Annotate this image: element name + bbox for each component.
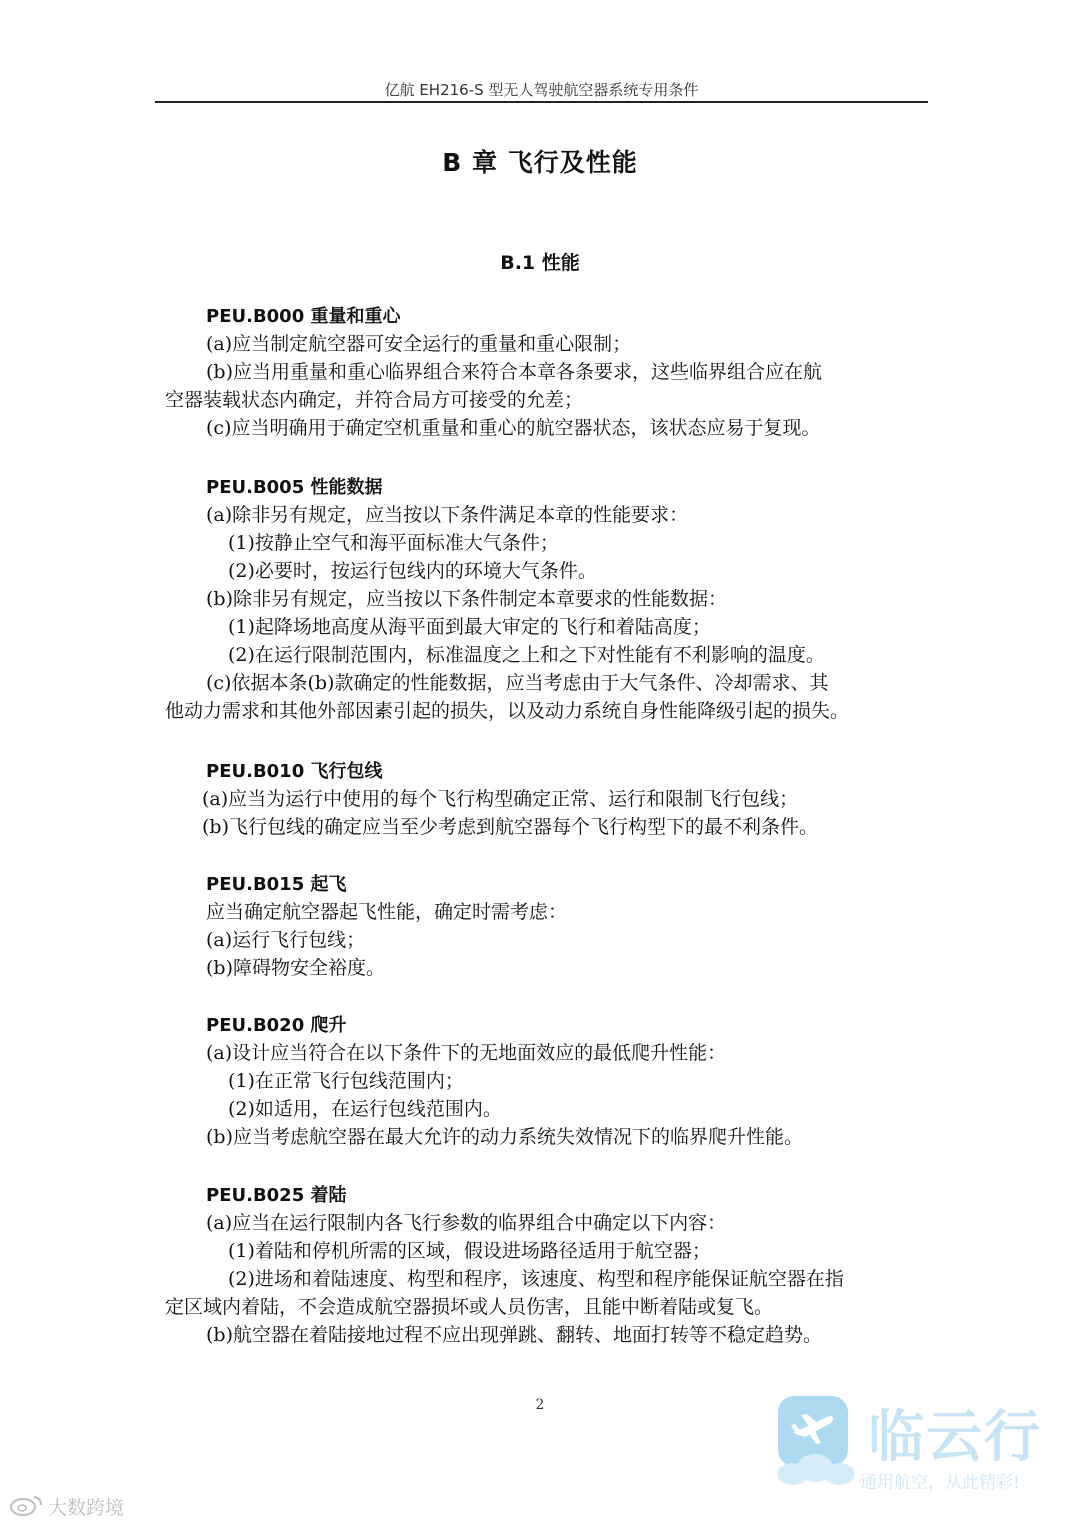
clause-line: (b)航空器在着陆接地过程不应出现弹跳、翻转、地面打转等不稳定趋势。 bbox=[206, 1324, 822, 1346]
airplane-icon bbox=[787, 1403, 839, 1455]
brand-name: 临云行 bbox=[868, 1405, 1042, 1470]
clause-line: (a)应当制定航空器可安全运行的重量和重心限制； bbox=[206, 333, 632, 355]
chapter-title: B 章 飞行及性能 bbox=[442, 148, 638, 177]
clause-subline: (2)进场和着陆速度、构型和程序，该速度、构型和程序能保证航空器在指 bbox=[228, 1268, 844, 1290]
clause-line: (b)除非另有规定，应当按以下条件制定本章要求的性能数据： bbox=[206, 588, 727, 610]
source-watermark: 大数跨境 bbox=[48, 1497, 125, 1519]
clause-line: 空器装载状态内确定，并符合局方可接受的允差； bbox=[165, 389, 584, 411]
clause-line: (c)应当明确用于确定空机重量和重心的航空器状态，该状态应易于复现。 bbox=[206, 417, 821, 439]
clause-heading-b000: PEU.B000 重量和重心 bbox=[206, 306, 401, 327]
section-title: B.1 性能 bbox=[500, 252, 580, 274]
clause-heading-b005: PEU.B005 性能数据 bbox=[206, 477, 383, 498]
weibo-icon bbox=[8, 1494, 44, 1516]
clause-subline: (2)在运行限制范围内，标准温度之上和之下对性能有不利影响的温度。 bbox=[228, 644, 825, 666]
page-number: 2 bbox=[535, 1397, 545, 1413]
clause-line: (a)应当在运行限制内各飞行参数的临界组合中确定以下内容： bbox=[206, 1212, 727, 1234]
clause-subline: (2)必要时，按运行包线内的环境大气条件。 bbox=[228, 560, 597, 582]
clause-heading-b010: PEU.B010 飞行包线 bbox=[206, 761, 383, 782]
brand-slogan: 通用航空，从此精彩! bbox=[860, 1473, 1020, 1493]
clause-subline: (1)起降场地高度从海平面到最大审定的飞行和着陆高度； bbox=[228, 616, 711, 638]
clause-line: 他动力需求和其他外部因素引起的损失，以及动力系统自身性能降级引起的损失。 bbox=[165, 700, 850, 722]
clause-subline: (2)如适用，在运行包线范围内。 bbox=[228, 1098, 502, 1120]
clause-line: (a)运行飞行包线； bbox=[206, 929, 366, 951]
clause-line: (a)设计应当符合在以下条件下的无地面效应的最低爬升性能： bbox=[206, 1042, 727, 1064]
clause-line: (b)障碍物安全裕度。 bbox=[206, 957, 385, 979]
clause-heading-b015: PEU.B015 起飞 bbox=[206, 874, 347, 895]
clause-heading-b020: PEU.B020 爬升 bbox=[206, 1015, 347, 1036]
clause-line: 应当确定航空器起飞性能，确定时需考虑： bbox=[206, 901, 568, 923]
clause-line: (a)应当为运行中使用的每个飞行构型确定正常、运行和限制飞行包线； bbox=[202, 788, 799, 810]
clause-subline: (1)着陆和停机所需的区域，假设进场路径适用于航空器； bbox=[228, 1240, 711, 1262]
clause-subline: (1)在正常飞行包线范围内； bbox=[228, 1070, 464, 1092]
clause-heading-b025: PEU.B025 着陆 bbox=[206, 1185, 347, 1206]
running-header: 亿航 EH216-S 型无人驾驶航空器系统专用条件 bbox=[384, 81, 699, 99]
clause-subline: (1)按静止空气和海平面标准大气条件； bbox=[228, 532, 559, 554]
clause-line: (c)依据本条(b)款确定的性能数据，应当考虑由于大气条件、冷却需求、其 bbox=[206, 672, 829, 694]
cloud-icon bbox=[775, 1452, 860, 1486]
clause-line: 定区域内着陆，不会造成航空器损坏或人员伤害，且能中断着陆或复飞。 bbox=[165, 1296, 774, 1318]
clause-line: (b)飞行包线的确定应当至少考虑到航空器每个飞行构型下的最不利条件。 bbox=[202, 816, 818, 838]
clause-line: (b)应当用重量和重心临界组合来符合本章各条要求，这些临界组合应在航 bbox=[206, 361, 822, 383]
header-rule bbox=[155, 101, 928, 103]
clause-line: (b)应当考虑航空器在最大允许的动力系统失效情况下的临界爬升性能。 bbox=[206, 1126, 803, 1148]
clause-line: (a)除非另有规定，应当按以下条件满足本章的性能要求： bbox=[206, 504, 689, 526]
